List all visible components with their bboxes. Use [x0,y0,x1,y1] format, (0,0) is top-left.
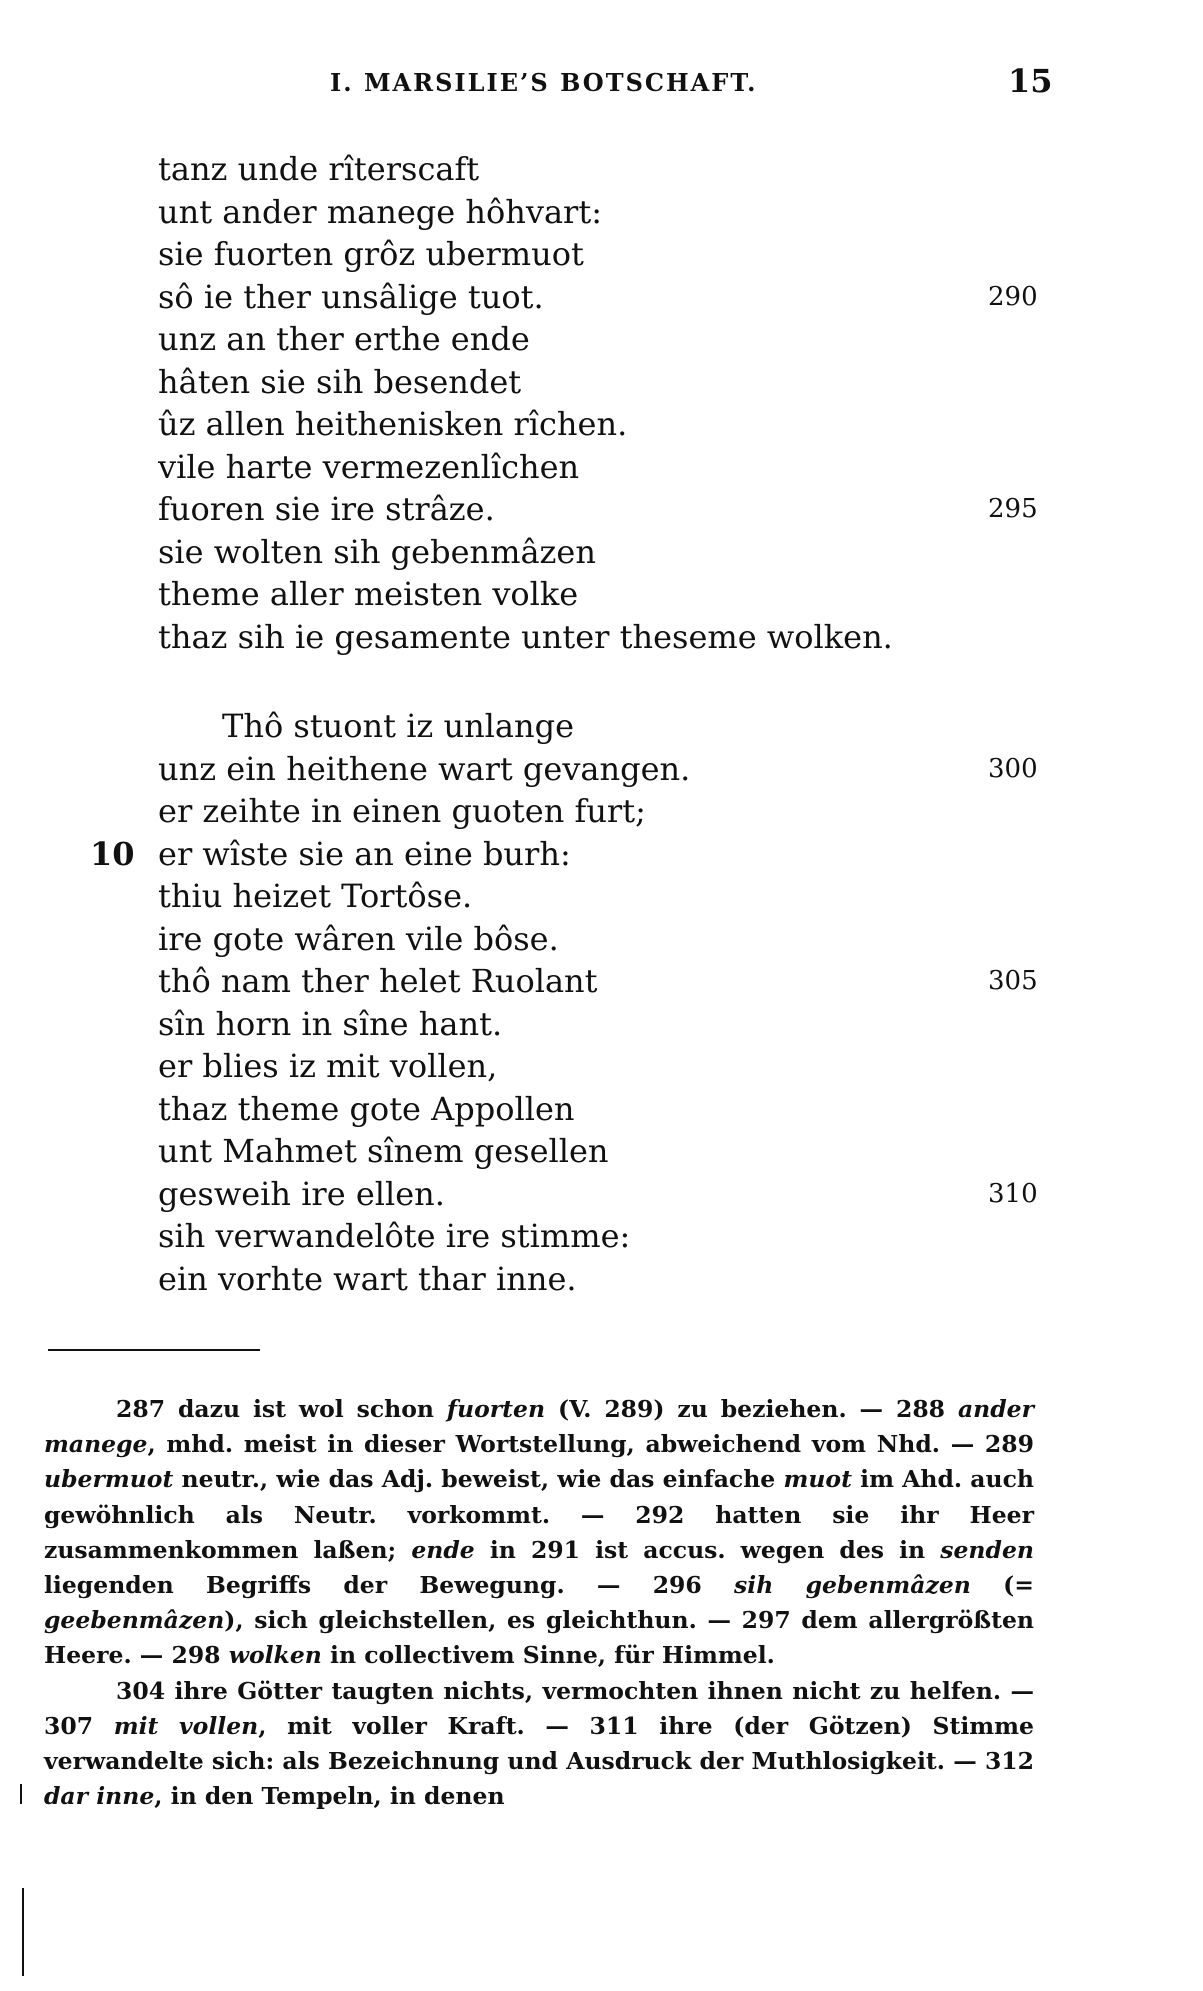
footnote-italic-term: mit vollen [113,1711,259,1740]
footnote-italic-term: dar inne [44,1782,155,1811]
verse-line [158,361,1058,404]
verse-line [158,573,1058,616]
verse-text: er blies iz mit vollen, [158,1047,498,1085]
footnote-text: 304 ihre Götter taugten nichts, vermochten ihnen nicht zu helfen. — 307 [44,1676,1034,1740]
verse-text: unz an ther erthe ende [158,320,530,358]
verse-text: gesweih ire ellen. [158,1174,445,1213]
footnote-italic-term: geebenmâzen [44,1606,225,1635]
footnote-italic-term: muot [783,1465,852,1494]
verse-line [158,705,1058,748]
verse-line [158,918,1058,961]
verse-line [158,1215,1058,1258]
verse-line [158,875,1058,918]
margin-mark [20,1784,22,1804]
footnote-text: in 291 ist accus. wegen des in [474,1535,941,1564]
verse-line [158,403,1058,446]
verse-line [158,1258,1058,1301]
page-number: 15 [1008,62,1053,100]
verse-text: sih verwandelôte ire stimme: [158,1217,631,1255]
footnote-text: , in den Tempeln, in denen [154,1782,505,1811]
verse-text: sie fuorten grôz ubermuot [158,235,584,273]
verse-line [90,833,1058,876]
verse-text: unt Mahmet sînem gesellen [158,1132,609,1170]
verse-line [158,1130,1058,1173]
verse-text: thiu heizet Tortôse. [158,877,473,915]
footnote-italic-term: sih gebenmâzen [734,1571,971,1600]
footnote-text: in collectivem Sinne, für Himmel. [321,1641,775,1670]
verse-line [158,1003,1058,1046]
footnote-text: neutr., wie das Adj. beweist, wie das einfache [173,1465,784,1494]
verse-text: unt ander manege hôhvart: [158,192,602,231]
footnote-text: (= [970,1571,1034,1600]
verse-line [158,790,1058,833]
verse-text: theme aller meisten volke [158,575,579,613]
line-number: 300 [988,753,1038,784]
footnote-italic-term: ubermuot [44,1465,174,1494]
verse-text: ire gote wâren vile bôse. [158,919,559,958]
line-number: 310 [988,1178,1038,1209]
footnote-text: , mhd. meist in dieser Wortstellung, abweichend vom Nhd. — 289 [147,1430,1034,1459]
line-number: 290 [988,281,1038,312]
verse-line [158,1088,1058,1131]
footnote-text: im Ahd. auch gewöhnlich als Neutr. vorkommt. — 292 hatten sie ihr Heer zusammenkommen laßen; [44,1465,1034,1564]
footnote-paragraph-2 [44,1674,1034,1815]
line-number: 295 [988,494,1038,524]
footnotes [44,1392,1034,1814]
verse-text: fuoren sie ire strâze. [158,490,495,528]
verse-line [158,233,1058,276]
footnote-text: , mit voller Kraft. — 311 ihre (der Götzen) Stimme verwandelte sich: als Bezeichnung und Ausdruck der Muthlosigkeit. — 312 [44,1711,1034,1776]
verse-line [158,191,1058,234]
verse-line [158,748,1058,791]
footnote-italic-term: fuorten [446,1395,546,1423]
line-number: 305 [988,966,1038,996]
verse-line [158,488,1058,531]
verse-text: ein vorhte wart thar inne. [158,1259,577,1298]
section-number: 10 [90,834,135,873]
verse-line [158,1045,1058,1088]
running-head: I. MARSILIE’S BOTSCHAFT. [330,68,758,97]
footnote-italic-term: senden [940,1535,1034,1564]
footnote-italic-term: ende [411,1535,475,1564]
verse-text: tanz unde rîterscaft [158,150,480,188]
verse-text: er zeihte in einen guoten furt; [158,792,646,830]
verse-text: thaz theme gote Appollen [158,1089,575,1128]
verse-text: er wîste sie an eine burh: [158,834,571,873]
verse-line [158,148,1058,191]
verse-text: sîn horn in sîne hant. [158,1004,503,1043]
margin-mark [22,1888,24,1976]
footnote-text: liegenden Begriffs der Bewegung. — 296 [44,1571,735,1600]
footnote-text: (V. 289) zu beziehen. — 288 [545,1395,958,1423]
footnote-paragraph-1 [44,1392,1034,1674]
footnote-italic-term: ander manege [44,1395,1035,1459]
verse-text: unz ein heithene wart gevangen. [158,749,691,788]
verse-text: vile harte vermezenlîchen [158,447,580,486]
footnote-text: ), sich gleichstellen, es gleichthun. — 297 dem allergrößten Heere. — 298 [44,1606,1034,1670]
verse-text: sie wolten sih gebenmâzen [158,532,596,571]
verse-block-1 [158,148,1058,658]
verse-line [158,1173,1058,1216]
verse-block-2 [90,705,1058,1300]
verse-line [158,960,1058,1003]
verse-text: thô nam ther helet Ruolant [158,962,598,1000]
footnote-rule [48,1349,260,1351]
verse-text: hâten sie sih besendet [158,362,522,401]
verse-line [158,616,1058,659]
verse-text: thaz sih ie gesamente unter theseme wolken. [158,617,893,656]
verse-line [158,446,1058,489]
verse-text: Thô stuont iz unlange [222,707,575,745]
footnote-italic-term: wolken [228,1641,322,1670]
verse-line [158,276,1058,319]
verse-text: sô ie ther unsâlige tuot. [158,277,544,316]
verse-line [158,318,1058,361]
verse-text: ûz allen heithenisken rîchen. [158,405,628,443]
verse-line [158,531,1058,574]
footnote-text: 287 dazu ist wol schon [116,1395,447,1423]
